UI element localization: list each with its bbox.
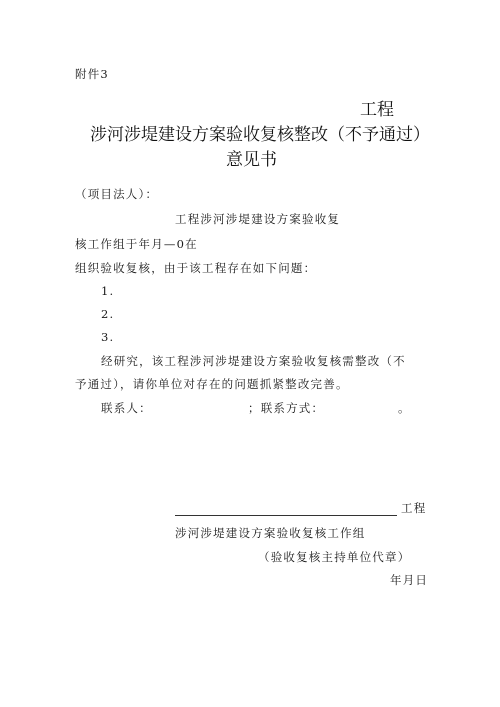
title-line-main: 涉河涉堤建设方案验收复核整改（不予通过） (90, 125, 430, 145)
addressee: （项目法人）： (75, 187, 159, 201)
project-name-underline (175, 515, 397, 516)
issue-item: 2. (101, 307, 115, 321)
contact-person-label: 联系人： (101, 401, 152, 415)
signature-date: 年月日 (390, 573, 429, 587)
issue-item: 1. (101, 284, 115, 298)
signature-seal-note: （验收复核主持单位代章） (258, 550, 411, 564)
conclusion-line-2: 予通过），请你单位对存在的问题抓紧整改完善。 (75, 377, 349, 391)
contact-end: 。 (398, 401, 411, 415)
contact-method-label: ；联系方式： (248, 401, 325, 415)
body-line-1: 工程涉河涉堤建设方案验收复 (175, 212, 341, 226)
body-line-3: 组织验收复核，由于该工程存在如下问题： (75, 261, 317, 275)
title-line-project: 工程 (360, 100, 394, 120)
conclusion-line-1: 经研究，该工程涉河涉堤建设方案验收复核需整改（不 (101, 354, 406, 368)
signature-group-name: 涉河涉堤建设方案验收复核工作组 (175, 526, 366, 540)
title-line-opinion: 意见书 (226, 150, 277, 170)
issue-item: 3. (101, 330, 115, 344)
body-line-2: 核工作组于年月—0在 (75, 237, 198, 251)
signature-project-suffix: 工程 (401, 501, 427, 515)
attachment-label: 附件3 (75, 67, 109, 81)
